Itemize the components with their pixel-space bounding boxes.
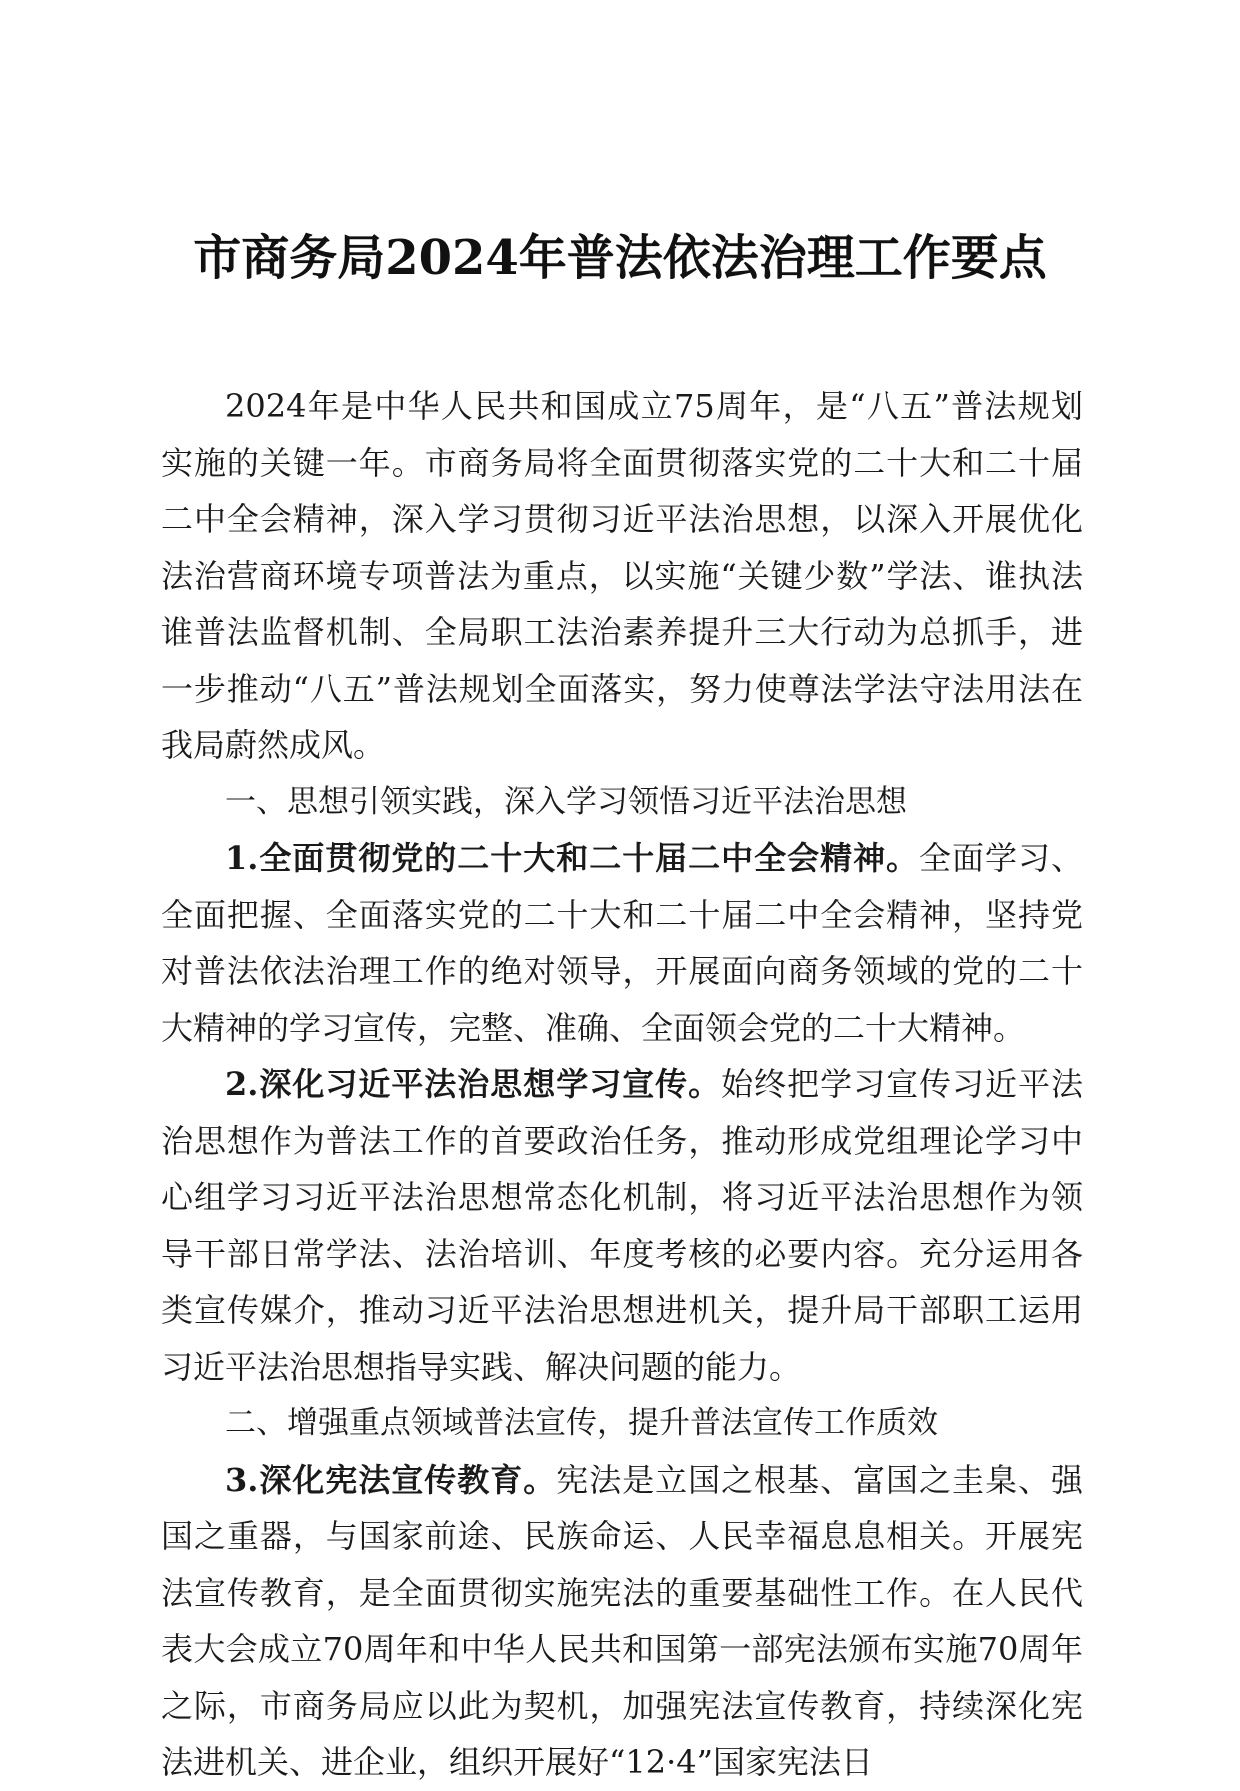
item-2-text: 始终把学习宣传习近平法治思想作为普法工作的首要政治任务，推动形成党组理论学习中心组学习习近平法治思想常态化机制，将习近平法治思想作为领导干部日常学法、法治培训、年度考核的必要内容。充分运用各类宣传媒介，推动习近平法治思想进机关，提升局干部职工运用习近平法治思想指导实践、解决问题的能力。: [161, 1065, 1083, 1386]
document-title: 市商务局2024年普法依法治理工作要点: [193, 230, 1047, 286]
item-1-text: 全面学习、全面把握、全面落实党的二十大和二十届二中全会精神，坚持党对普法依法治理工作的绝对领导，开展面向商务领域的党的二十大精神的学习宣传，完整、准确、全面领会党的二十大精神。: [161, 839, 1083, 1047]
document-body: [161, 378, 1083, 1791]
item-1-paragraph: [161, 830, 1083, 1056]
section-1-heading: 一、思想引领实践，深入学习领悟习近平法治思想: [225, 783, 907, 820]
item-3-text: 宪法是立国之根基、富国之圭臬、强国之重器，与国家前途、民族命运、人民幸福息息相关。开展宪法宣传教育，是全面贯彻实施宪法的重要基础性工作。在人民代表大会成立70周年和中华人民共和国第一部宪法颁布实施70周年之际，市商务局应以此为契机，加强宪法宣传教育，持续深化宪法进机关、进企业，组织开展好“12·4”国家宪法日: [161, 1460, 1083, 1781]
item-2-paragraph: [161, 1056, 1083, 1395]
item-2-lead: 2.深化习近平法治思想学习宣传。: [225, 1065, 722, 1103]
item-3-lead: 3.深化宪法宣传教育。: [225, 1460, 557, 1499]
item-1-lead: 1.全面贯彻党的二十大和二十届二中全会精神。: [225, 839, 920, 877]
intro-paragraph: 2024年是中华人民共和国成立75周年，是“八五”普法规划实施的关键一年。市商务局将全面贯彻落实党的二十大和二十届二中全会精神，深入学习贯彻习近平法治思想，以深入开展优化法治营商环境专项普法为重点，以实施“关键少数”学法、谁执法谁普法监督机制、全局职工法治素养提升三大行动为总抓手，进一步推动“八五”普法规划全面落实，努力使尊法学法守法用法在我局蔚然成风。: [161, 387, 1083, 764]
item-3-paragraph: [161, 1452, 1083, 1791]
section-2-heading: 二、增强重点领域普法宣传，提升普法宣传工作质效: [225, 1405, 938, 1441]
